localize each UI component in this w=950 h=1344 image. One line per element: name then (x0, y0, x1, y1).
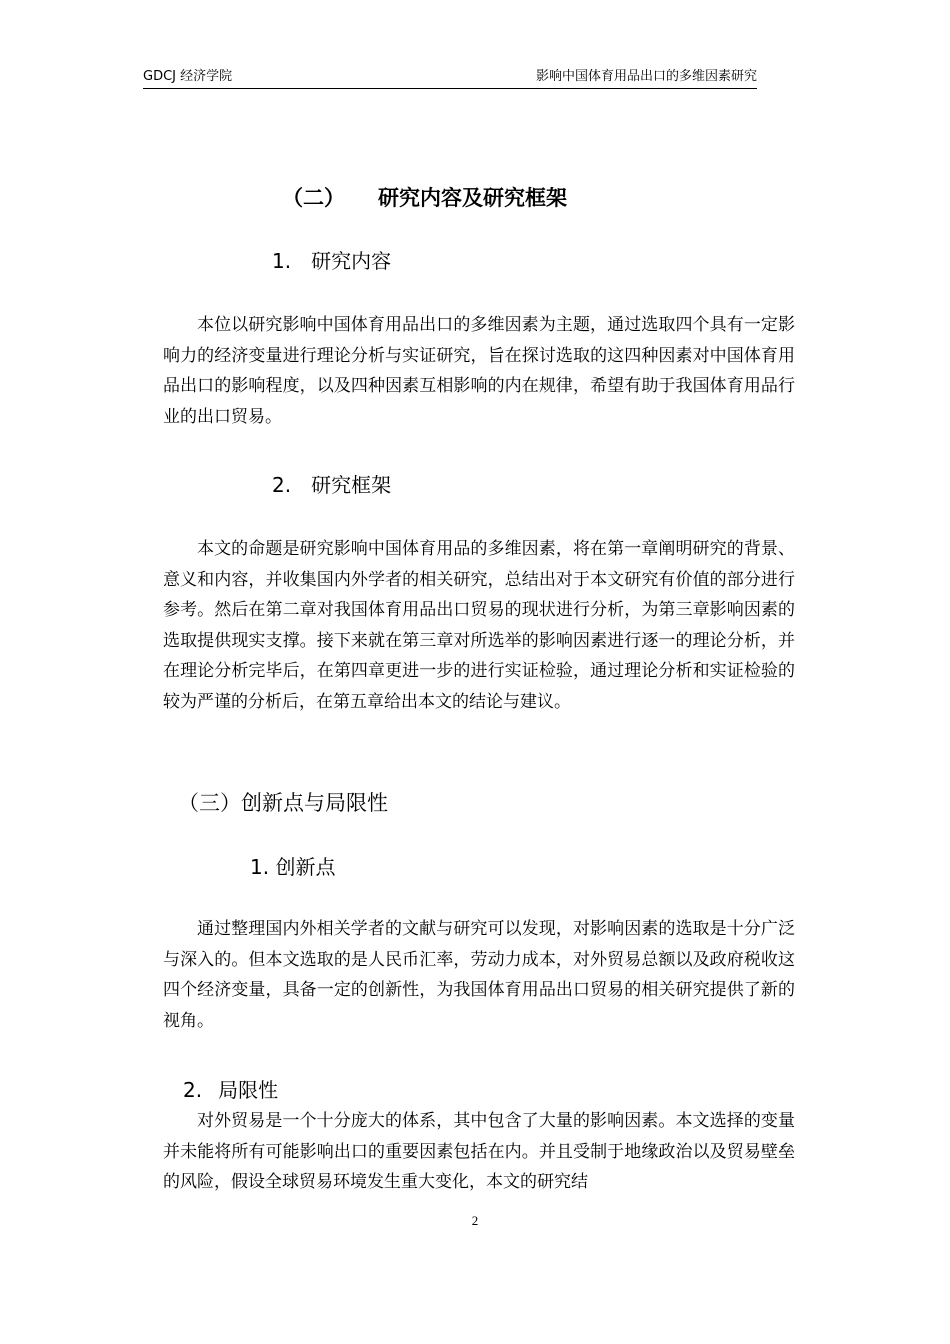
subheading-title: 研究框架 (311, 473, 392, 497)
page-header (143, 68, 757, 89)
subheading-title: 局限性 (218, 1078, 279, 1102)
subheading-research-content (272, 247, 391, 275)
subheading-number: 1. (272, 249, 292, 273)
subheading-research-framework (272, 471, 391, 499)
subheading-innovation: 1. 创新点 (250, 855, 336, 879)
section-title: 研究内容及研究框架 (378, 186, 567, 210)
page-number: 2 (471, 1213, 479, 1228)
header-left: GDCJ 经济学院 (143, 69, 233, 84)
subheading-number: 2. (183, 1078, 203, 1102)
paragraph-innovation: 通过整理国内外相关学者的文献与研究可以发现，对影响因素的选取是十分广泛与深入的。但本文选取的是人民币汇率，劳动力成本，对外贸易总额以及政府税收这四个经济变量，具备一定的创新性，为我国体育用品出口贸易的相关研究提供了新的视角。 (163, 919, 795, 1031)
section-heading-3: （三）创新点与局限性 (178, 791, 388, 815)
subheading-title: 研究内容 (311, 249, 392, 273)
subheading-limitations (183, 1076, 278, 1104)
paragraph-research-framework: 本文的命题是研究影响中国体育用品的多维因素，将在第一章阐明研究的背景、意义和内容，并收集国内外学者的相关研究，总结出对于本文研究有价值的部分进行参考。然后在第二章对我国体育用品出口贸易的现状进行分析，为第三章影响因素的选取提供现实支撑。接下来就在第三章对所选举的影响因素进行逐一的理论分析，并在理论分析完毕后，在第四章更进一步的进行实证检验，通过理论分析和实证检验的较为严谨的分析后，在第五章给出本文的结论与建议。 (163, 539, 795, 712)
header-right: 影响中国体育用品出口的多维因素研究 (535, 69, 757, 84)
paragraph-research-content: 本位以研究影响中国体育用品出口的多维因素为主题，通过选取四个具有一定影响力的经济变量进行理论分析与实证研究，旨在探讨选取的这四种因素对中国体育用品出口的影响程度，以及四种因素互相影响的内在规律，希望有助于我国体育用品行业的出口贸易。 (163, 315, 795, 427)
subheading-number: 2. (272, 473, 292, 497)
paragraph-limitations: 对外贸易是一个十分庞大的体系，其中包含了大量的影响因素。本文选择的变量并未能将所有可能影响出口的重要因素包括在内。并且受制于地缘政治以及贸易壁垒的风险，假设全球贸易环境发生重大变化，本文的研究结 (163, 1111, 795, 1192)
section-number: （二） (282, 186, 345, 210)
section-heading-2 (0, 182, 950, 212)
